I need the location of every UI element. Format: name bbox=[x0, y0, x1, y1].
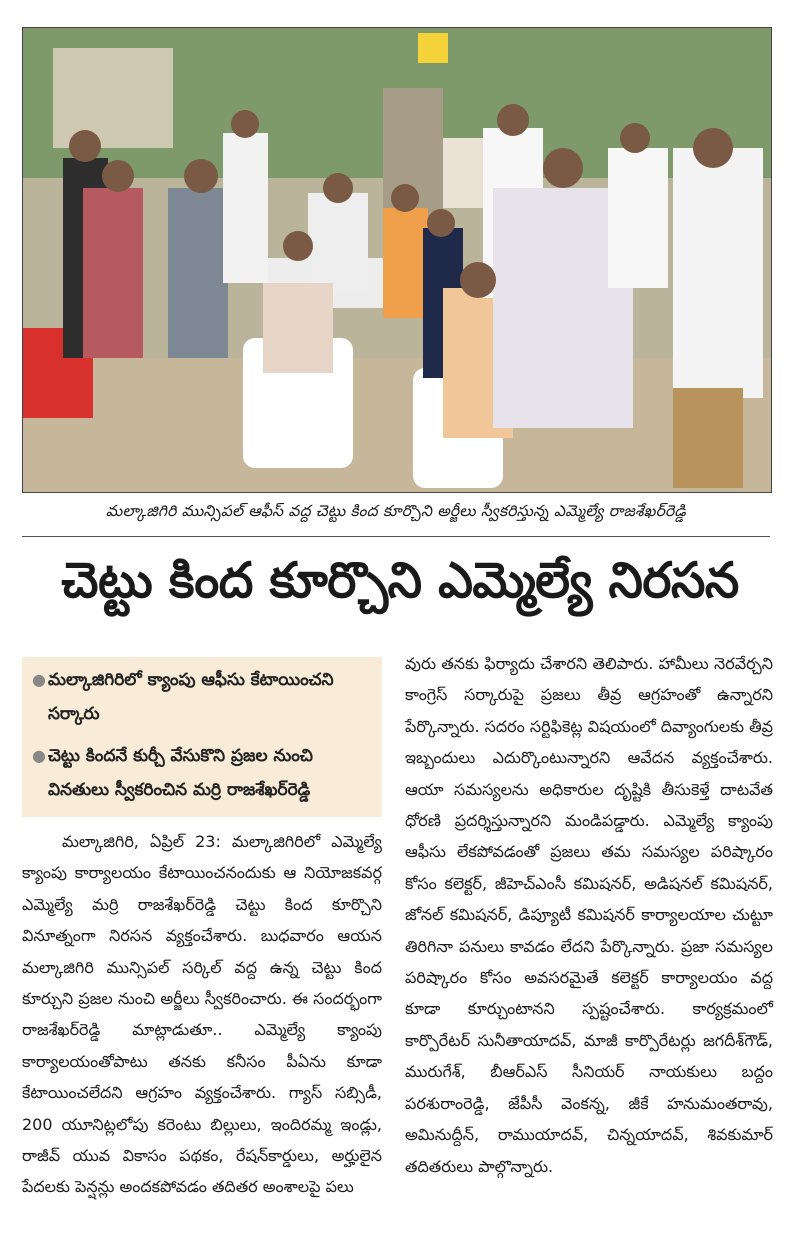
highlight-item bbox=[32, 663, 372, 731]
divider bbox=[22, 536, 770, 537]
photo-illustration bbox=[23, 28, 771, 492]
article-paragraph: వురు తనకు ఫిర్యాదు చేశారని తెలిపారు. హామీలు నెరవేర్చని కాంగ్రెస్ సర్కారుపై ప్రజలు తీవ్ర ఆగ్రహంతో ఉన్నారని పేర్కొన్నారు. సదరం సర్టిఫికెట్ల విషయంలో దివ్యాంగులకు తీవ్ర ఇబ్బందులు ఎదుర్కొంటున్నారని ఆవేదన వ్యక్తంచేశారు. ఆయా సమస్యలను అధికారుల దృష్టికి తీసుకెళ్తే దాటవేత ధోరణి ప్రదర్శిస్తున్నారని మండిపడ్డారు. ఎమ్మెల్యే క్యాంపు ఆఫీసు లేకపోవడంతో ప్రజలు తమ సమస్యల పరిష్కారం కోసం కలెక్టర్, జీహెచ్‌ఎంసీ కమిషనర్, అడిషనల్ కమిషనర్, జోనల్ కమిషనర్, డిప్యూటీ కమిషనర్ కార్యాలయాల చుట్టూ తిరిగినా పనులు కావడం లేదని పేర్కొన్నారు. ప్రజా సమస్యల పరిష్కారం కోసం అవసరమైతే కలెక్టర్ కార్యాలయం వద్ద కూడా కూర్చుంటానని స్పష్టంచేశారు. కార్యక్రమంలో కార్పొరేటర్ సునీతాయాదవ్, మాజీ కార్పొరేటర్లు జగదీశ్‌గౌడ్, మురుగేశ్, బీఆర్‌ఎస్ సీనియర్ నాయకులు బద్దం పరశురాంరెడ్డి, జేపీసీ వెంకన్న, జీకే హనుమంతరావు, అమినుద్దీన్, రాముయాదవ్, చిన్నయాదవ్, శివకుమార్ తదితరులు పాల్గొన్నారు. bbox=[405, 654, 773, 1176]
article-paragraph: మల్కాజిగిరి, ఏప్రిల్ 23: మల్కాజిగిరిలో ఎమ్మెల్యే క్యాంపు కార్యాలయం కేటాయించనందుకు ఆ నియోజకవర్గ ఎమ్మెల్యే మర్రి రాజశేఖర్‌రెడ్డి చెట్టు కింద కూర్చొని వినూత్నంగా నిరసన వ్యక్తంచేశారు. బుధవారం ఆయన మల్కాజిగిరి మున్సిపల్ సర్కిల్ వద్ద ఉన్న చెట్టు కింద కూర్చుని ప్రజల నుంచి అర్జీలు స్వీకరించారు. ఈ సందర్భంగా రాజశేఖర్‌రెడ్డి మాట్లాడుతూ.. ఎమ్మెల్యే క్యాంపు కార్యాలయంతోపాటు తనకు కనీసం పీఏను కూడా కేటాయించలేదని ఆగ్రహం వ్యక్తంచేశారు. గ్యాస్ సబ్సిడీ, 200 యూనిట్లలోపు కరెంటు బిల్లులు, ఇందిరమ్మ ఇండ్లు, రాజీవ్ యువ వికాసం పథకం, రేషన్‌కార్డులు, అర్హులైన పేదలకు పెన్షన్లు అందకపోవడం తదితర అంశాలపై పలు bbox=[22, 832, 382, 1197]
highlight-item bbox=[32, 739, 372, 807]
bullet-icon: ● bbox=[32, 746, 46, 765]
article-column-left bbox=[22, 826, 382, 1203]
photo-caption: మల్కాజిగిరి మున్సిపల్ ఆఫీస్ వద్ద చెట్టు కింద కూర్చొని అర్జీలు స్వీకరిస్తున్న ఎమ్మెల్యే రాజశేఖర్‌రెడ్డి bbox=[105, 502, 687, 520]
highlights-box bbox=[22, 657, 382, 817]
news-photo bbox=[22, 27, 772, 493]
headline: చెట్టు కింద కూర్చొని ఎమ్మెల్యే నిరసన bbox=[61, 552, 739, 609]
highlight-text: చెట్టు కిందనే కుర్చీ వేసుకొని ప్రజల నుంచి వినతులు స్వీకరించిన మర్రి రాజశేఖర్‌రెడ్డి bbox=[48, 746, 313, 800]
bullet-icon: ● bbox=[32, 670, 46, 689]
article-column-right bbox=[405, 648, 773, 1182]
highlight-text: మల్కాజిగిరిలో క్యాంపు ఆఫీసు కేటాయించని సర్కారు bbox=[48, 670, 334, 724]
